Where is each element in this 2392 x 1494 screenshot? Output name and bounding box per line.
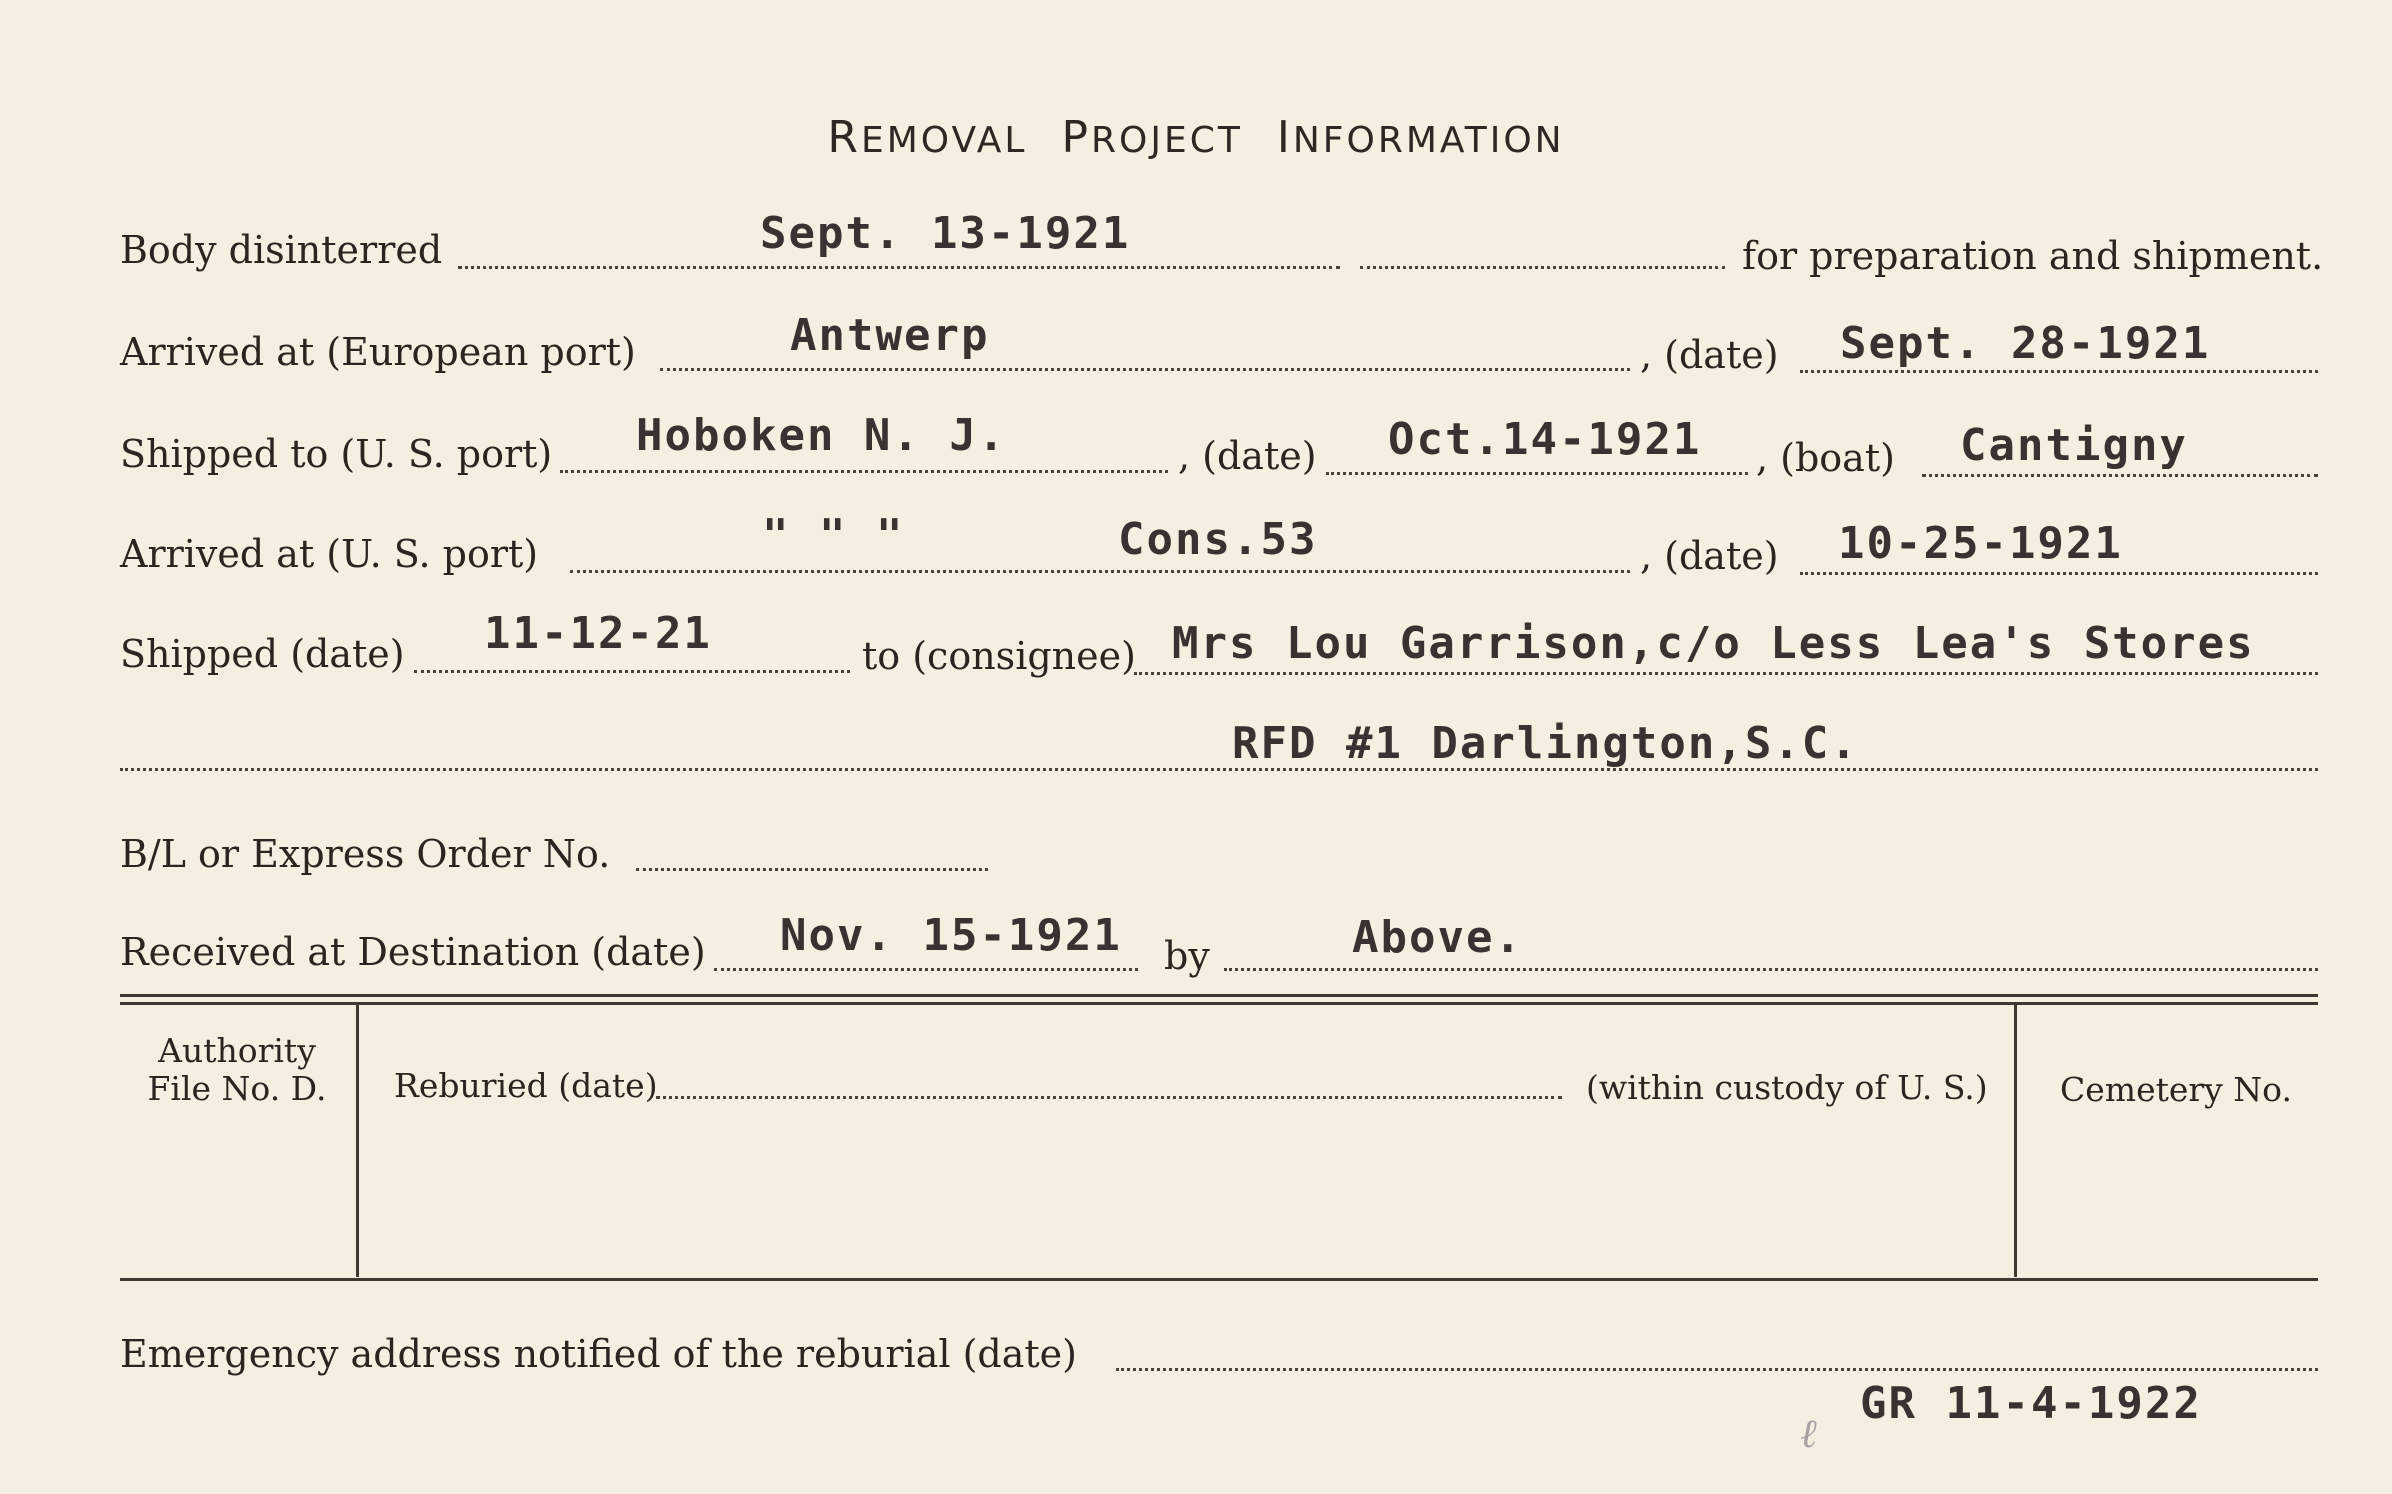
within-custody-label: (within custody of U. S.) — [1586, 1068, 1988, 1107]
box-divider-left — [356, 1005, 359, 1277]
authority-label: Authority File No. D. — [147, 1031, 327, 1108]
consignee-value-2: RFD #1 Darlington,S.C. — [1232, 718, 1859, 769]
us-ship-date-line — [1326, 472, 1748, 475]
to-consignee-label: to (consignee) — [862, 634, 1136, 678]
double-rule-top — [120, 994, 2318, 997]
disinterred-line-2 — [1360, 266, 1725, 269]
received-date-line — [714, 968, 1138, 971]
boat-line — [1922, 474, 2318, 477]
shipped-date-line — [414, 670, 850, 673]
box-bottom-rule — [120, 1278, 2318, 1281]
consignee-value-1: Mrs Lou Garrison,c/o Less Lea's Stores — [1172, 618, 2255, 669]
arrived-us-date-label: , (date) — [1640, 534, 1779, 578]
boat-value: Cantigny — [1960, 420, 2188, 471]
us-ship-date-label: , (date) — [1178, 434, 1317, 478]
arrived-us-date-value: 10-25-1921 — [1838, 518, 2123, 569]
emergency-label: Emergency address notified of the reburial (date) — [120, 1332, 1077, 1376]
for-preparation-label: for preparation and shipment. — [1742, 234, 2324, 278]
box-divider-right — [2014, 1005, 2017, 1277]
shipped-date-value: 11-12-21 — [484, 608, 712, 659]
arrived-us-line — [570, 570, 1630, 573]
cons-value: Cons.53 — [1118, 514, 1318, 565]
arrived-us-port-value: " " " — [762, 510, 905, 561]
gr-stamp-value: GR 11-4-1922 — [1860, 1378, 2202, 1429]
us-ship-date-value: Oct.14-1921 — [1388, 414, 1702, 465]
by-label: by — [1164, 934, 1210, 978]
bl-order-line — [636, 868, 988, 871]
european-date-value: Sept. 28-1921 — [1840, 318, 2211, 369]
arrived-us-date-line — [1800, 572, 2318, 575]
arrived-european-label: Arrived at (European port) — [120, 330, 636, 374]
received-date-value: Nov. 15-1921 — [780, 910, 1122, 961]
received-by-line — [1224, 968, 2318, 971]
shipped-date-label: Shipped (date) — [120, 632, 405, 676]
disinterred-date-value: Sept. 13-1921 — [760, 208, 1131, 259]
us-port-line — [560, 470, 1168, 473]
card-title: REMOVAL PROJECT INFORMATION — [827, 112, 1565, 163]
cemetery-no-label: Cemetery No. — [2060, 1070, 2292, 1109]
european-port-value: Antwerp — [790, 310, 990, 361]
european-date-label: , (date) — [1640, 333, 1779, 377]
received-by-value: Above. — [1352, 912, 1523, 963]
consignee-line-2 — [120, 768, 2318, 771]
reburied-label: Reburied (date) — [394, 1066, 658, 1105]
shipped-to-us-label: Shipped to (U. S. port) — [120, 432, 553, 476]
reburied-line — [656, 1096, 1562, 1099]
consignee-line — [1134, 672, 2318, 675]
boat-label: , (boat) — [1756, 436, 1895, 480]
arrived-us-label: Arrived at (U. S. port) — [120, 532, 539, 576]
body-disinterred-label: Body disinterred — [120, 228, 443, 272]
emergency-line — [1116, 1368, 2318, 1371]
pencil-mark: ℓ — [1800, 1411, 1817, 1457]
bl-order-label: B/L or Express Order No. — [120, 832, 611, 876]
us-port-value: Hoboken N. J. — [636, 410, 1007, 461]
disinterred-line — [458, 266, 1340, 269]
received-dest-label: Received at Destination (date) — [120, 930, 706, 974]
european-date-line — [1800, 370, 2318, 373]
double-rule-bottom — [120, 1002, 2318, 1005]
european-port-line — [660, 368, 1630, 371]
